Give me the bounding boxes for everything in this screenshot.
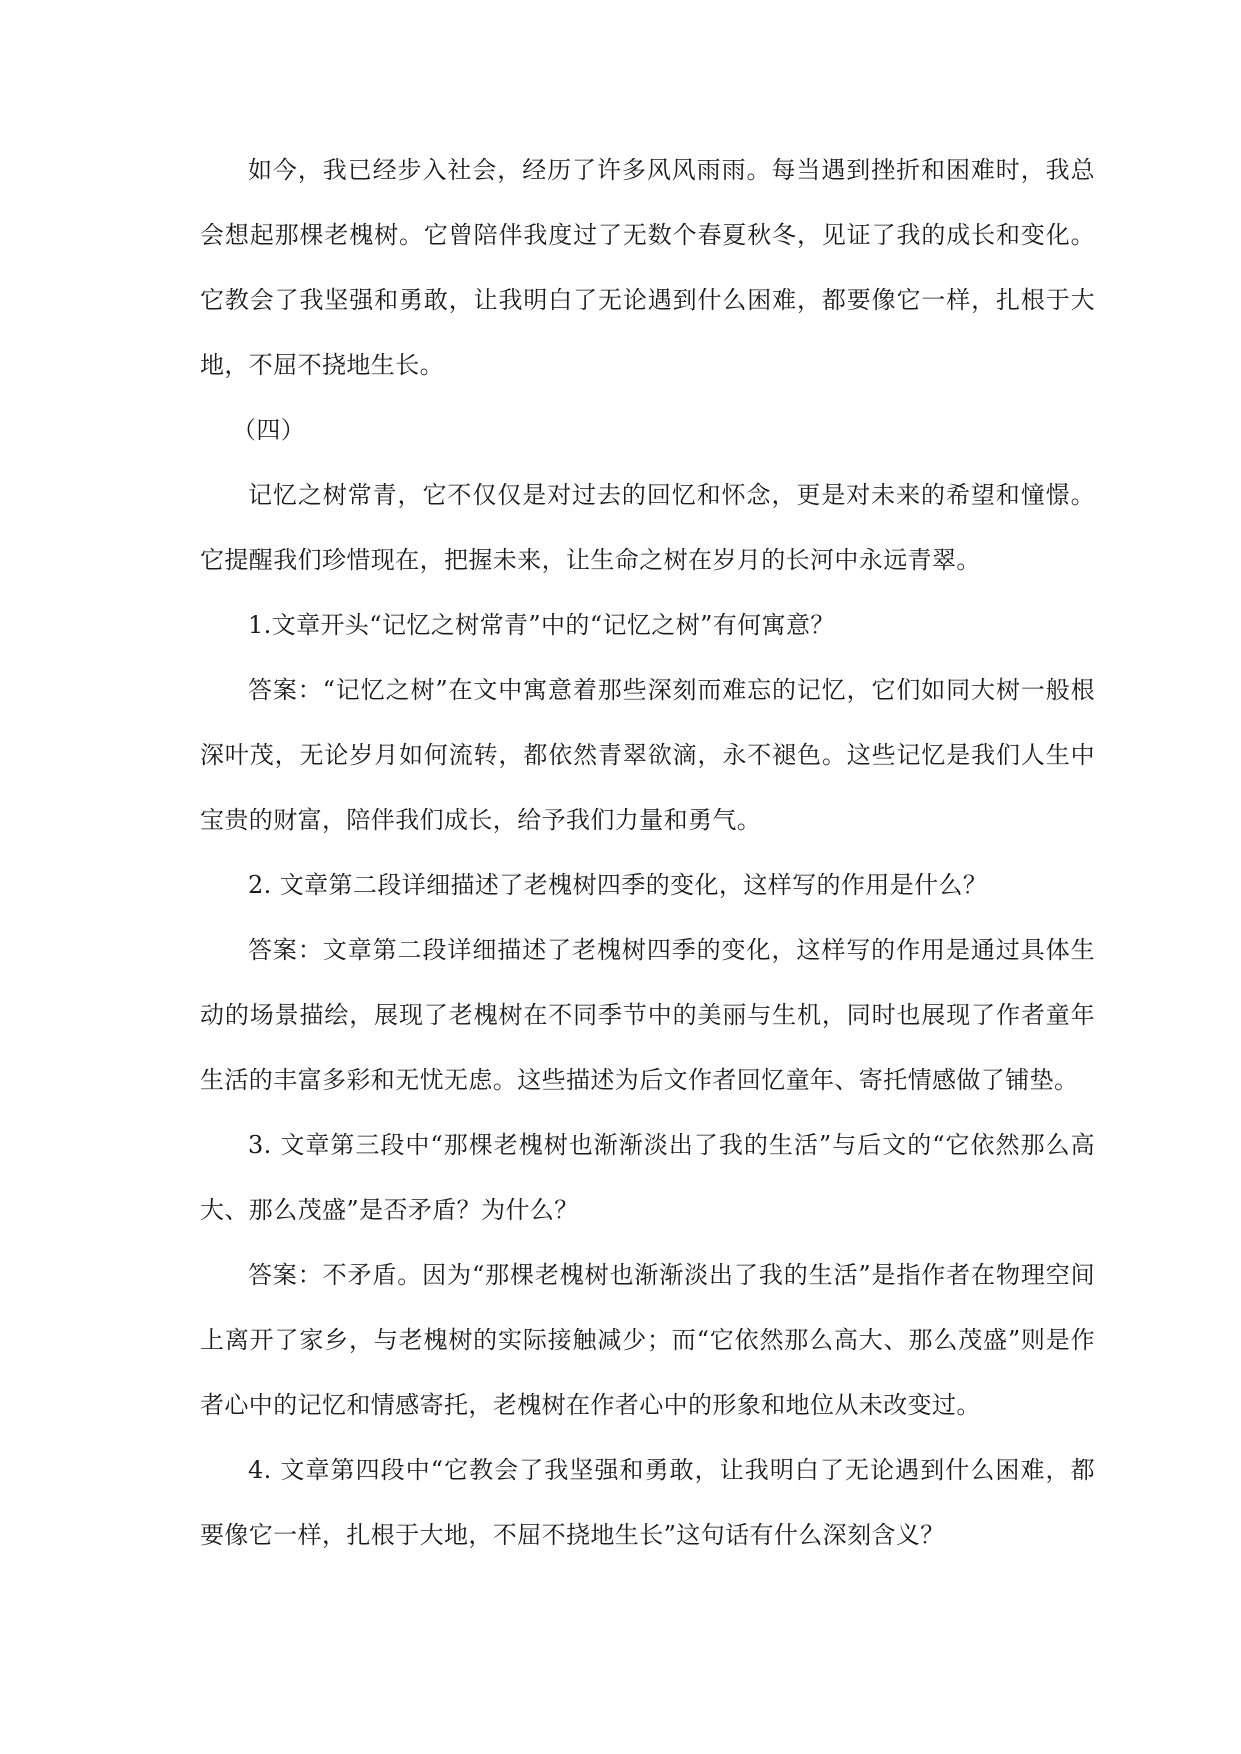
- paragraph-memory-tree: 记忆之树常青，它不仅仅是对过去的回忆和怀念，更是对未来的希望和憧憬。它提醒我们珍惜现在，把握未来，让生命之树在岁月的长河中永远青翠。: [200, 481, 1095, 574]
- answer-1: 答案：“记忆之树”在文中寓意着那些深刻而难忘的记忆，它们如同大树一般根深叶茂，无论岁月如何流转，都依然青翠欲滴，永不褪色。这些记忆是我们人生中宝贵的财富，陪伴我们成长，给予我们力量和勇气。: [200, 676, 1095, 834]
- question-4: 4. 文章第四段中“它教会了我坚强和勇敢，让我明白了无论遇到什么困难，都要像它一样，扎根于大地，不屈不挠地生长”这句话有什么深刻含义？: [200, 1456, 1095, 1549]
- document-body: [200, 138, 1095, 1568]
- question-2: 2. 文章第二段详细描述了老槐树四季的变化，这样写的作用是什么？: [248, 871, 988, 899]
- answer-3: 答案：不矛盾。因为“那棵老槐树也渐渐淡出了我的生活”是指作者在物理空间上离开了家乡，与老槐树的实际接触减少；而“它依然那么高大、那么茂盛”则是作者心中的记忆和情感寄托，老槐树在作者心中的形象和地位从未改变过。: [200, 1261, 1095, 1419]
- question-1: 1.文章开头“记忆之树常青”中的“记忆之树”有何寓意？: [248, 611, 835, 639]
- section-heading-four: （四）: [232, 416, 306, 444]
- question-3: 3. 文章第三段中“那棵老槐树也渐渐淡出了我的生活”与后文的“它依然那么高大、那么茂盛”是否矛盾？为什么？: [200, 1131, 1095, 1224]
- paragraph-reminiscence: 如今，我已经步入社会，经历了许多风风雨雨。每当遇到挫折和困难时，我总会想起那棵老槐树。它曾陪伴我度过了无数个春夏秋冬，见证了我的成长和变化。它教会了我坚强和勇敢，让我明白了无论遇到什么困难，都要像它一样，扎根于大地，不屈不挠地生长。: [200, 156, 1095, 379]
- answer-2: 答案：文章第二段详细描述了老槐树四季的变化，这样写的作用是通过具体生动的场景描绘，展现了老槐树在不同季节中的美丽与生机，同时也展现了作者童年生活的丰富多彩和无忧无虑。这些描述为后文作者回忆童年、寄托情感做了铺垫。: [200, 936, 1095, 1094]
